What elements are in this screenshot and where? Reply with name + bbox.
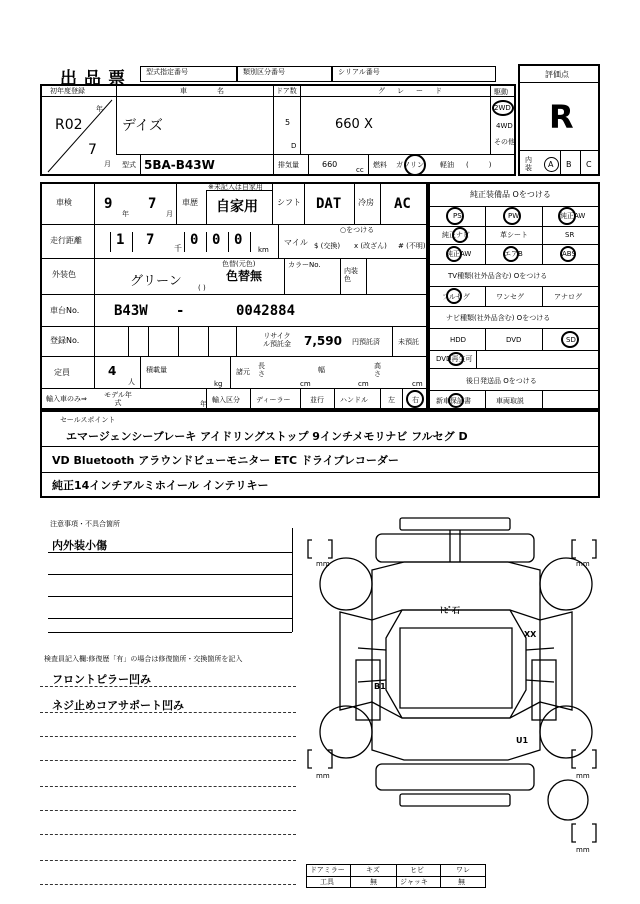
tv-fullseg-circle — [446, 288, 462, 304]
length-unit: cm — [300, 380, 311, 388]
first-reg-year: R02 — [55, 117, 83, 133]
page-title: 出品票 — [60, 69, 132, 89]
later-manual: 車両取説 — [496, 397, 524, 405]
history-value: 自家用 — [216, 199, 258, 215]
dvd-play: DVD再生可 — [436, 355, 473, 363]
interior-grade-a: A — [548, 160, 554, 169]
circle-note: ○をつける — [340, 226, 375, 234]
eq-pw: PW — [508, 212, 520, 220]
shaken-year: 9 — [104, 196, 113, 212]
history-label: 車歴 — [182, 198, 198, 207]
eq-sr: SR — [565, 231, 575, 239]
grade-value: 660 X — [335, 117, 373, 132]
interior-a-circle — [544, 157, 559, 172]
fuel-label: 燃料 — [373, 161, 387, 169]
eq-leather: 革シート — [500, 231, 528, 239]
mark-b1: B1 — [374, 682, 386, 691]
chassis-label: 車台No. — [50, 306, 80, 315]
not-deposited: 未預託 — [398, 338, 419, 346]
ac-label: 冷房 — [358, 198, 374, 207]
model-value: 5BA-B43W — [144, 158, 215, 172]
doors-label: ドア数 — [276, 87, 297, 95]
sales-line-1: エマージェンシーブレーキ アイドリングストップ 9インチメモリナビ フルセグ D — [66, 430, 468, 443]
handle-right: 右 — [412, 396, 419, 404]
rating-value: R — [549, 98, 574, 136]
dealer-option: ディーラー — [256, 396, 291, 404]
equipment-title: 純正装備品 Oをつける — [470, 190, 551, 199]
capacity-unit: 人 — [128, 378, 135, 386]
later-warranty: 新車保証書 — [436, 397, 471, 405]
tv-title: TV種類(社外品含む) Oをつける — [448, 272, 548, 280]
navi-hdd: HDD — [450, 336, 467, 344]
eq-navi-circle — [452, 227, 468, 243]
load-label: 積載量 — [146, 366, 167, 374]
model-year-label: モデル年式 — [104, 391, 132, 407]
mileage-digit-2: 7 — [146, 232, 155, 248]
shaken-month: 7 — [148, 196, 157, 212]
mile-label: マイル — [284, 238, 308, 247]
legend-tools-value: 無 — [370, 878, 377, 886]
interior-label: 内装 — [525, 156, 532, 172]
eq-airbag: エアB — [504, 250, 523, 258]
eq-aw2: 純正AW — [446, 250, 472, 258]
details-block — [40, 182, 428, 410]
tv-fullseg: フルセグ — [442, 293, 470, 301]
tv-analog: アナログ — [554, 293, 582, 301]
mm-top-left: mm — [316, 560, 330, 568]
mileage-thousand: 千 — [174, 244, 182, 253]
mileage-digit-3: 0 — [190, 232, 199, 248]
car-diagram — [300, 510, 610, 860]
modify-label: x (改ざん) — [354, 242, 387, 250]
height-label: 高さ — [374, 362, 381, 378]
drive-4wd: 4WD — [496, 122, 513, 130]
color-value: グリーン — [130, 274, 182, 289]
color-no-label: カラーNo. — [288, 261, 321, 269]
rating-label: 評価点 — [545, 70, 569, 79]
inspector-line-2: ネジ止めコアサポート凹み — [52, 699, 184, 712]
eq-aw2-circle — [446, 246, 462, 262]
year-unit: 年 — [96, 105, 103, 113]
ac-value: AC — [394, 196, 411, 212]
color-paren: ( ) — [198, 284, 206, 292]
name-label: 車名 — [180, 87, 254, 95]
sales-label: セールスポイント — [60, 416, 116, 424]
dvd-play-circle — [448, 352, 464, 366]
first-reg-label: 初年度登録 — [50, 87, 85, 95]
chassis-number: 0042884 — [236, 303, 296, 319]
later-title: 後日発送品 Oをつける — [466, 377, 537, 385]
doors-d: D — [291, 142, 297, 150]
eq-aw: 純正AW — [560, 212, 586, 220]
mark-xx: XX — [524, 630, 537, 639]
reg-label: 登録No. — [50, 336, 80, 345]
class-label: 類別区分番号 — [243, 68, 285, 76]
mm-bottom-left: mm — [316, 772, 330, 780]
eq-pw-circle — [503, 207, 521, 225]
width-unit: cm — [358, 380, 369, 388]
color-orig-label: 色替(元色) — [222, 260, 256, 268]
type-cert-label: 型式指定番号 — [146, 68, 188, 76]
import-label: 輸入車のみ⇒ — [46, 395, 87, 403]
mileage-km: km — [258, 246, 269, 254]
mileage-digits — [102, 228, 272, 254]
tv-oneseg: ワンセグ — [496, 293, 524, 301]
eq-aw-circle — [558, 207, 576, 225]
displacement-value: 660 — [322, 160, 338, 169]
mileage-digit-1: 1 — [116, 232, 125, 248]
shaken-label: 車検 — [56, 198, 72, 207]
parallel-option: 並行 — [310, 396, 324, 404]
history-note: ※未記入は自家用 — [208, 183, 263, 191]
recycle-value: 7,590 — [304, 334, 342, 348]
displacement-unit: cc — [356, 166, 364, 174]
car-name: デイズ — [122, 118, 163, 134]
navi-sd: SD — [566, 336, 576, 344]
color-label: 外装色 — [52, 270, 76, 279]
drive-label: 駆動 — [494, 88, 508, 96]
interior-color-label: 内装色 — [344, 267, 358, 283]
shift-value: DAT — [316, 196, 342, 212]
drive-2wd-circle — [492, 100, 514, 116]
mark-tobiishi: ﾄﾋﾞ石 — [440, 606, 460, 615]
displacement-label: 排気量 — [278, 161, 299, 169]
eq-ps: PS — [453, 212, 462, 220]
legend-scratch: キズ — [366, 866, 380, 874]
sales-line-2: VD Bluetooth アラウンドビューモニター ETC ドライブレコーダー — [52, 454, 399, 467]
serial-label: シリアル番号 — [338, 68, 380, 76]
import-div-label: 輸入区分 — [212, 396, 240, 404]
inspector-line-1: フロントピラー凹み — [52, 673, 151, 686]
doors-value: 5 — [285, 118, 291, 127]
first-reg-month: 7 — [88, 142, 97, 158]
notes-text: 内外装小傷 — [52, 539, 107, 552]
light-oil-paren: ( ) — [466, 161, 492, 169]
recycle-unit: 円預託済 — [352, 338, 380, 346]
inspector-label: 検査員記入欄:修復歴「有」の場合は修復箇所・交換箇所を記入 — [44, 655, 243, 663]
shift-label: シフト — [277, 198, 301, 207]
interior-grade-b: B — [566, 160, 572, 169]
navi-title: ナビ種類(社外品含む) Oをつける — [446, 314, 551, 322]
mileage-digit-5: 0 — [234, 232, 243, 248]
model-label: 型式 — [122, 161, 136, 169]
height-unit: cm — [412, 380, 423, 388]
shaken-month-unit: 月 — [166, 210, 173, 218]
exchange-label: $ (交換) — [314, 242, 341, 250]
handle-right-circle — [406, 390, 424, 408]
grade-label: グレード — [378, 87, 454, 95]
mm-bottom-right: mm — [576, 772, 590, 780]
legend-break: ワレ — [456, 866, 470, 874]
sales-line-3: 純正14インチアルミホイール インテリキー — [52, 479, 269, 492]
legend-jack: ジャッキ — [400, 878, 428, 886]
navi-sd-circle — [561, 331, 579, 348]
legend-jack-value: 無 — [458, 878, 465, 886]
shaken-year-unit: 年 — [122, 210, 129, 218]
unknown-label: # (不明) — [398, 242, 426, 250]
mm-extra: mm — [576, 846, 590, 854]
drive-2wd: 2WD — [494, 104, 511, 112]
handle-label: ハンドル — [340, 396, 368, 404]
mm-top-right: mm — [576, 560, 590, 568]
eq-ps-circle — [446, 207, 464, 225]
handle-left: 左 — [388, 396, 395, 404]
interior-grade-c: C — [586, 160, 592, 169]
recycle-label: リサイクル預託金 — [263, 332, 291, 348]
month-unit: 月 — [104, 160, 111, 168]
legend-mirror: ドアミラー — [310, 866, 345, 874]
color-change-value: 色替無 — [226, 269, 263, 283]
mileage-label: 走行距離 — [50, 236, 82, 245]
capacity-label: 定員 — [54, 368, 70, 377]
legend-crack: ヒビ — [410, 866, 424, 874]
mileage-digit-4: 0 — [212, 232, 221, 248]
later-warranty-circle — [448, 393, 464, 408]
drive-other: その他 — [494, 138, 515, 146]
notes-label: 注意事項・不具合箇所 — [50, 520, 120, 528]
fuel-value: ガソリン — [396, 161, 424, 169]
eq-abs-circle — [560, 246, 576, 262]
fuel-circle — [404, 154, 426, 176]
chassis-prefix: B43W — [114, 303, 148, 319]
navi-dvd: DVD — [506, 336, 522, 344]
legend-tools: 工具 — [320, 878, 334, 886]
model-year-suffix: 年 — [200, 400, 207, 408]
eq-navi: 純正ナビ — [442, 231, 470, 239]
length-label: 長さ — [258, 362, 265, 378]
eq-airbag-circle — [503, 246, 519, 262]
dims-label: 諸元 — [236, 368, 250, 376]
chassis-dash: - — [176, 303, 185, 319]
eq-abs: ABS — [562, 250, 576, 258]
mark-u1: U1 — [516, 736, 529, 745]
load-unit: kg — [214, 380, 223, 388]
capacity-value: 4 — [108, 364, 117, 378]
light-oil-label: 軽油 — [440, 161, 454, 169]
width-label: 幅 — [318, 366, 325, 374]
